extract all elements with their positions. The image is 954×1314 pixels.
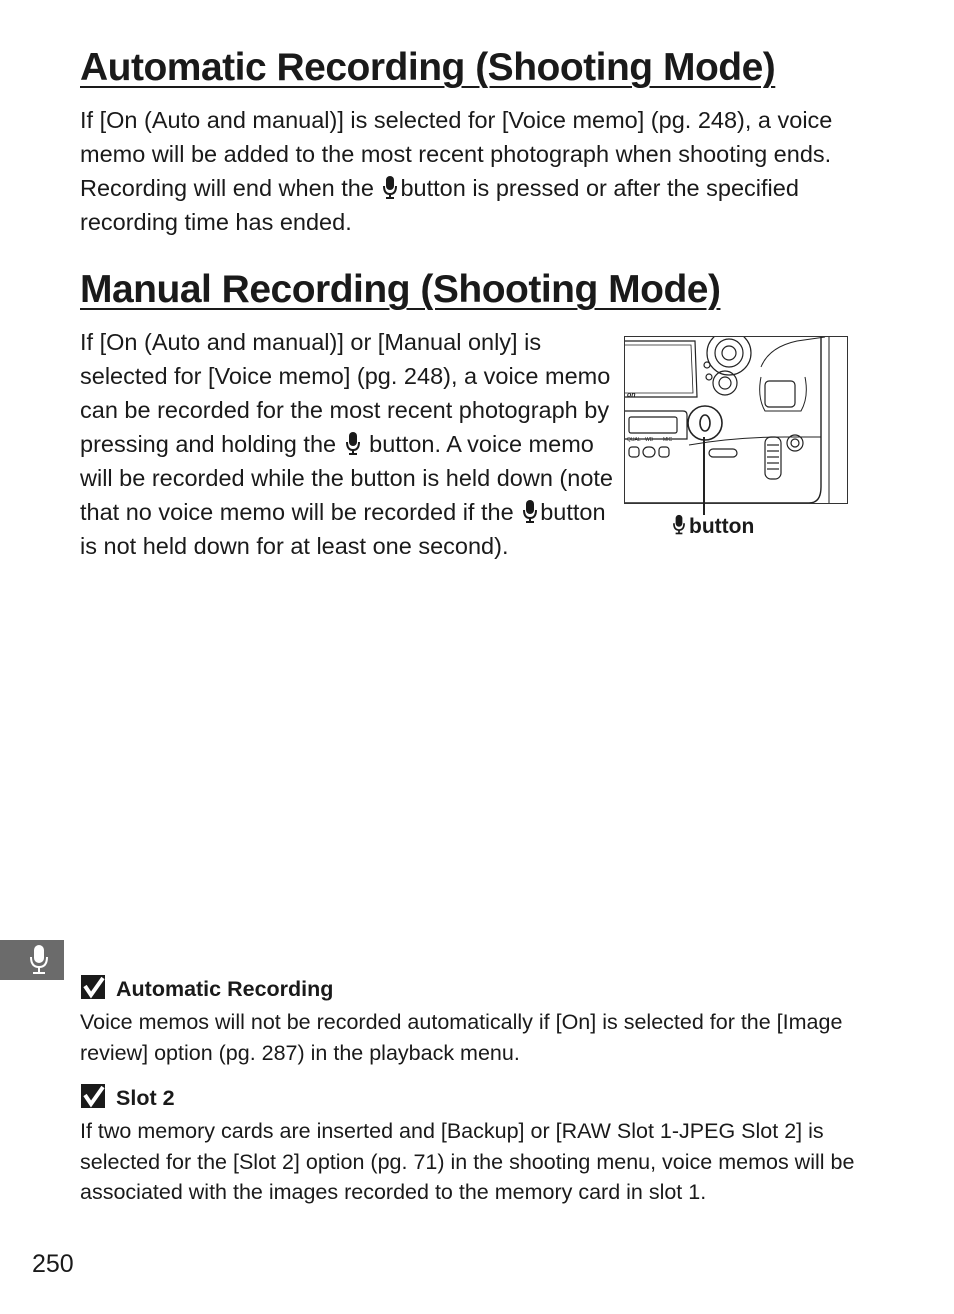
qual-label: QUAL [627, 437, 641, 443]
paragraph-text: If [On (Auto and manual)] or [Manual only] is selected for [Voice memo] (pg. 248), a voice memo can be recorded for the most recent photograph by pressing and holding the [80, 329, 611, 457]
camera-body-edge [625, 337, 821, 503]
mode-dial [707, 337, 751, 375]
paragraph-text: If [On (Auto and manual)] is selected for [Voice memo] (pg. 248), a voice memo will be added to the most recent photograph when shooting ends. Recording will end when the [80, 107, 833, 201]
multi-selector-area [765, 381, 795, 407]
microphone-icon [672, 514, 686, 536]
note-heading-automatic-recording [80, 974, 333, 1002]
paragraph-text: button. A voice memo will be recorded while the button is held down (note that no voice memo will be recorded if the [80, 431, 613, 525]
microphone-icon [382, 175, 398, 201]
checkmark-icon [80, 974, 106, 1000]
camera-line-drawing [625, 337, 848, 504]
camera-back-illustration [624, 336, 848, 504]
callout-line [703, 437, 705, 515]
chapter-tab [0, 940, 64, 980]
control-panel-outline [625, 411, 687, 439]
note-body-automatic-recording: Voice memos will not be recorded automatically if [On] is selected for the [Image review] option (pg. 287) in the playback menu. [80, 1010, 843, 1065]
microphone-icon [522, 499, 538, 525]
note-title: Automatic Recording [116, 977, 334, 1001]
microphone-button-callout [688, 406, 722, 440]
paragraph-text: button is pressed or after the specified recording time has ended. [80, 175, 799, 235]
heading-manual-recording: Manual Recording (Shooting Mode) [80, 268, 721, 311]
note-title: Slot 2 [116, 1086, 175, 1110]
caption-text: button [689, 515, 755, 538]
paragraph-automatic-recording [80, 103, 870, 239]
note-heading-slot-2 [80, 1083, 175, 1111]
mic-label: MIC [663, 437, 673, 443]
wb-label: WB [645, 437, 654, 443]
microphone-icon [345, 431, 361, 457]
microphone-icon [0, 940, 64, 980]
page-number: 250 [32, 1250, 74, 1278]
brand-label: on [627, 392, 636, 399]
note-body-slot-2: If two memory cards are inserted and [Backup] or [RAW Slot 1-JPEG Slot 2] is selected for the [Slot 2] option (pg. 71) in the shooting menu, voice memos will be associated with the images recorded to the memory card in slot 1. [80, 1119, 855, 1204]
paragraph-manual-recording [80, 325, 615, 563]
checkmark-icon [80, 1083, 106, 1109]
lcd-monitor-outline [625, 341, 697, 397]
figure-caption [672, 514, 754, 539]
sub-command-dial [765, 437, 781, 479]
heading-automatic-recording: Automatic Recording (Shooting Mode) [80, 46, 776, 89]
paragraph-text: button is not held down for at least one second). [80, 499, 606, 559]
